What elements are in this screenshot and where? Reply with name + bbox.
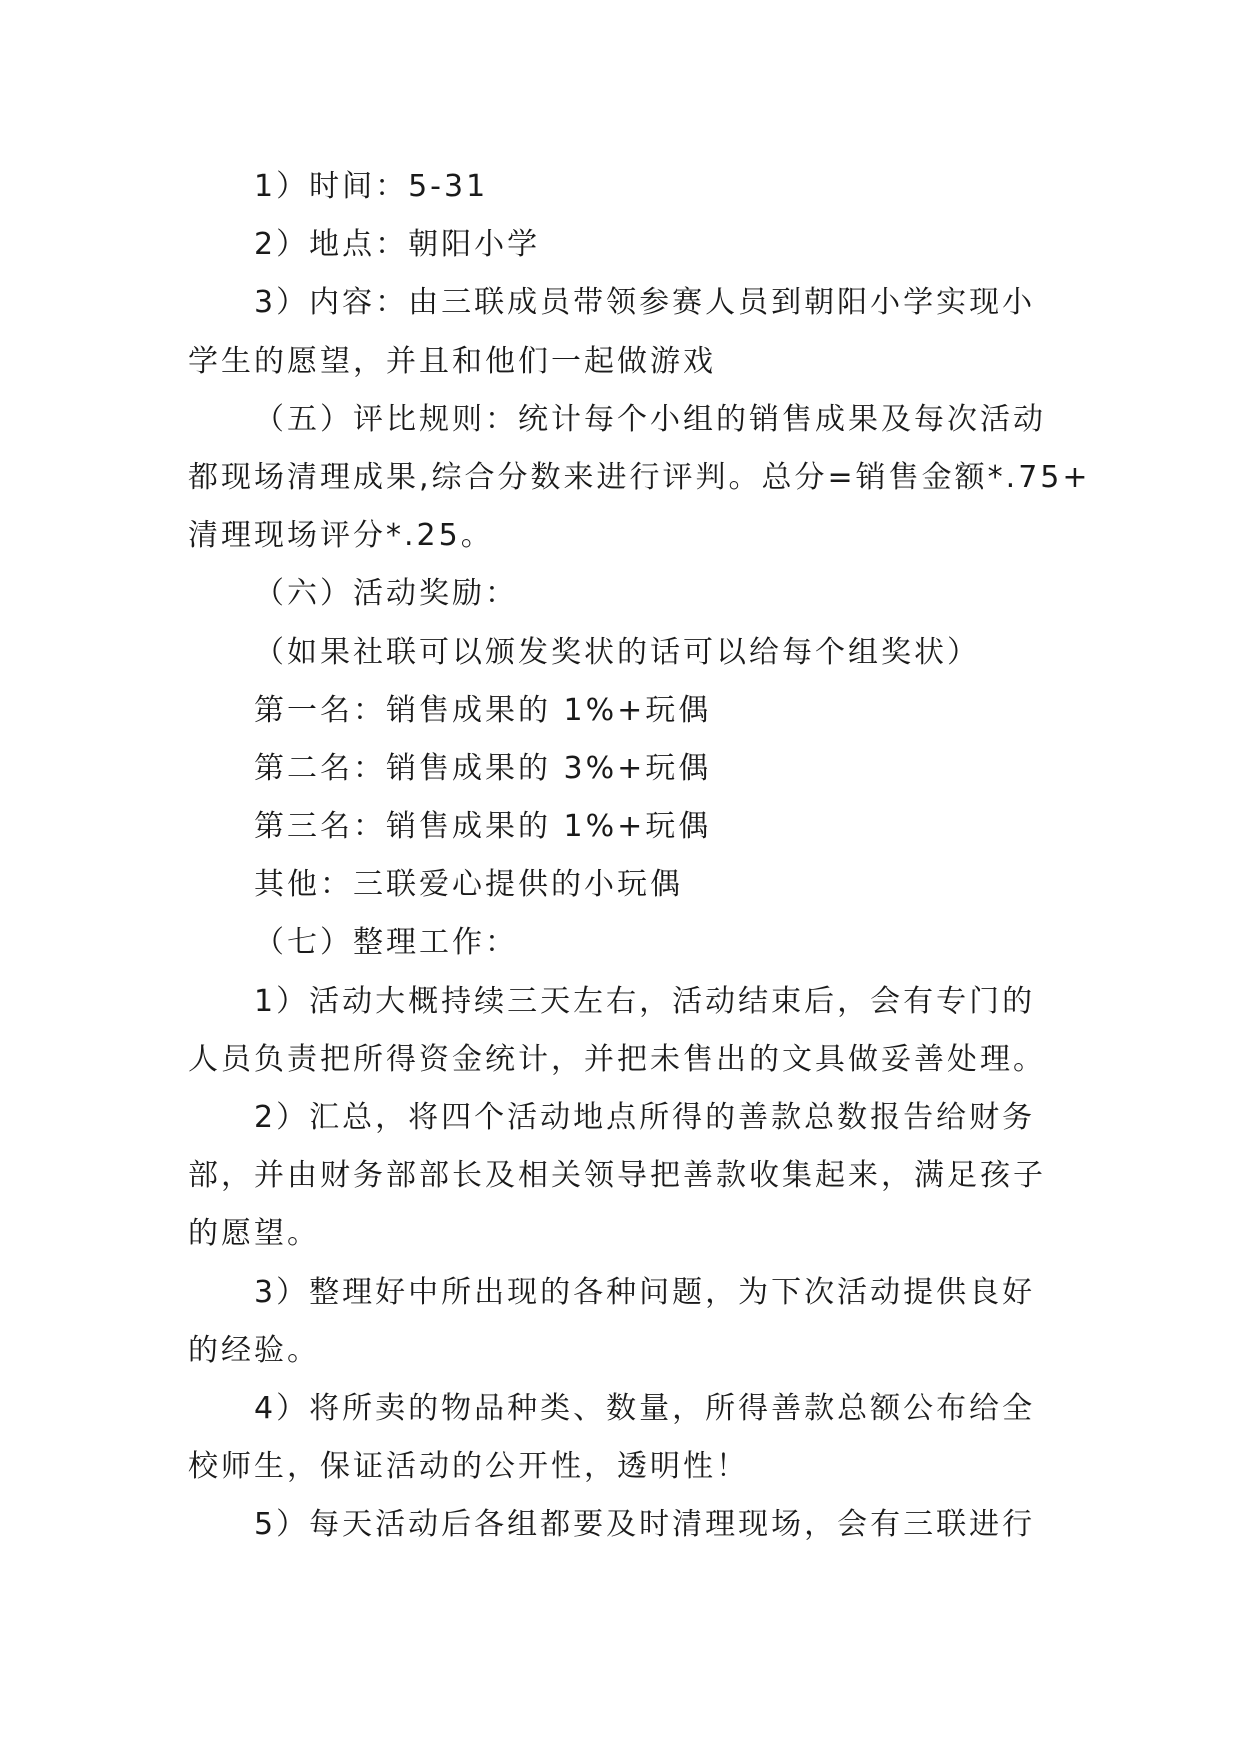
paragraph-line: （五）评比规则：统计每个小组的销售成果及每次活动 [254,401,1046,437]
paragraph-line: 都现场清理成果,综合分数来进行评判。总分=销售金额*.75+ [188,459,1091,495]
prize-line: 第一名：销售成果的 1%+玩偶 [254,692,712,728]
document-body [188,158,1091,1555]
prize-line: 第三名：销售成果的 1%+玩偶 [254,809,712,845]
paragraph-line: 清理现场评分*.25。 [188,518,494,554]
paragraph-line: 的愿望。 [188,1216,320,1252]
section-heading: （七）整理工作： [254,925,518,961]
section-heading: （六）活动奖励： [254,576,518,612]
prize-line: 第二名：销售成果的 3%+玩偶 [254,750,712,786]
paragraph-line: 校师生，保证活动的公开性，透明性！ [188,1449,749,1485]
paragraph-line: 3）整理好中所出现的各种问题，为下次活动提供良好 [254,1274,1036,1310]
paragraph-line: 1）时间：5-31 [254,169,489,204]
paragraph-line: 1）活动大概持续三天左右，活动结束后，会有专门的 [254,983,1036,1019]
paragraph-line: 部，并由财务部部长及相关领导把善款收集起来，满足孩子 [188,1158,1046,1194]
paragraph-line: 4）将所卖的物品种类、数量，所得善款总额公布给全 [254,1390,1036,1426]
paragraph-line: 人员负责把所得资金统计，并把未售出的文具做妥善处理。 [188,1041,1046,1077]
paragraph-line: 2）地点：朝阳小学 [254,227,541,263]
paragraph-line: （如果社联可以颁发奖状的话可以给每个组奖状） [254,634,980,670]
paragraph-line: 5）每天活动后各组都要及时清理现场，会有三联进行 [254,1507,1036,1543]
paragraph-line: 的经验。 [188,1332,320,1368]
paragraph-line: 2）汇总，将四个活动地点所得的善款总数报告给财务 [254,1100,1036,1135]
paragraph-line: 学生的愿望，并且和他们一起做游戏 [188,343,716,379]
paragraph-line: 3）内容：由三联成员带领参赛人员到朝阳小学实现小 [254,285,1036,321]
prize-line: 其他：三联爱心提供的小玩偶 [254,867,683,903]
